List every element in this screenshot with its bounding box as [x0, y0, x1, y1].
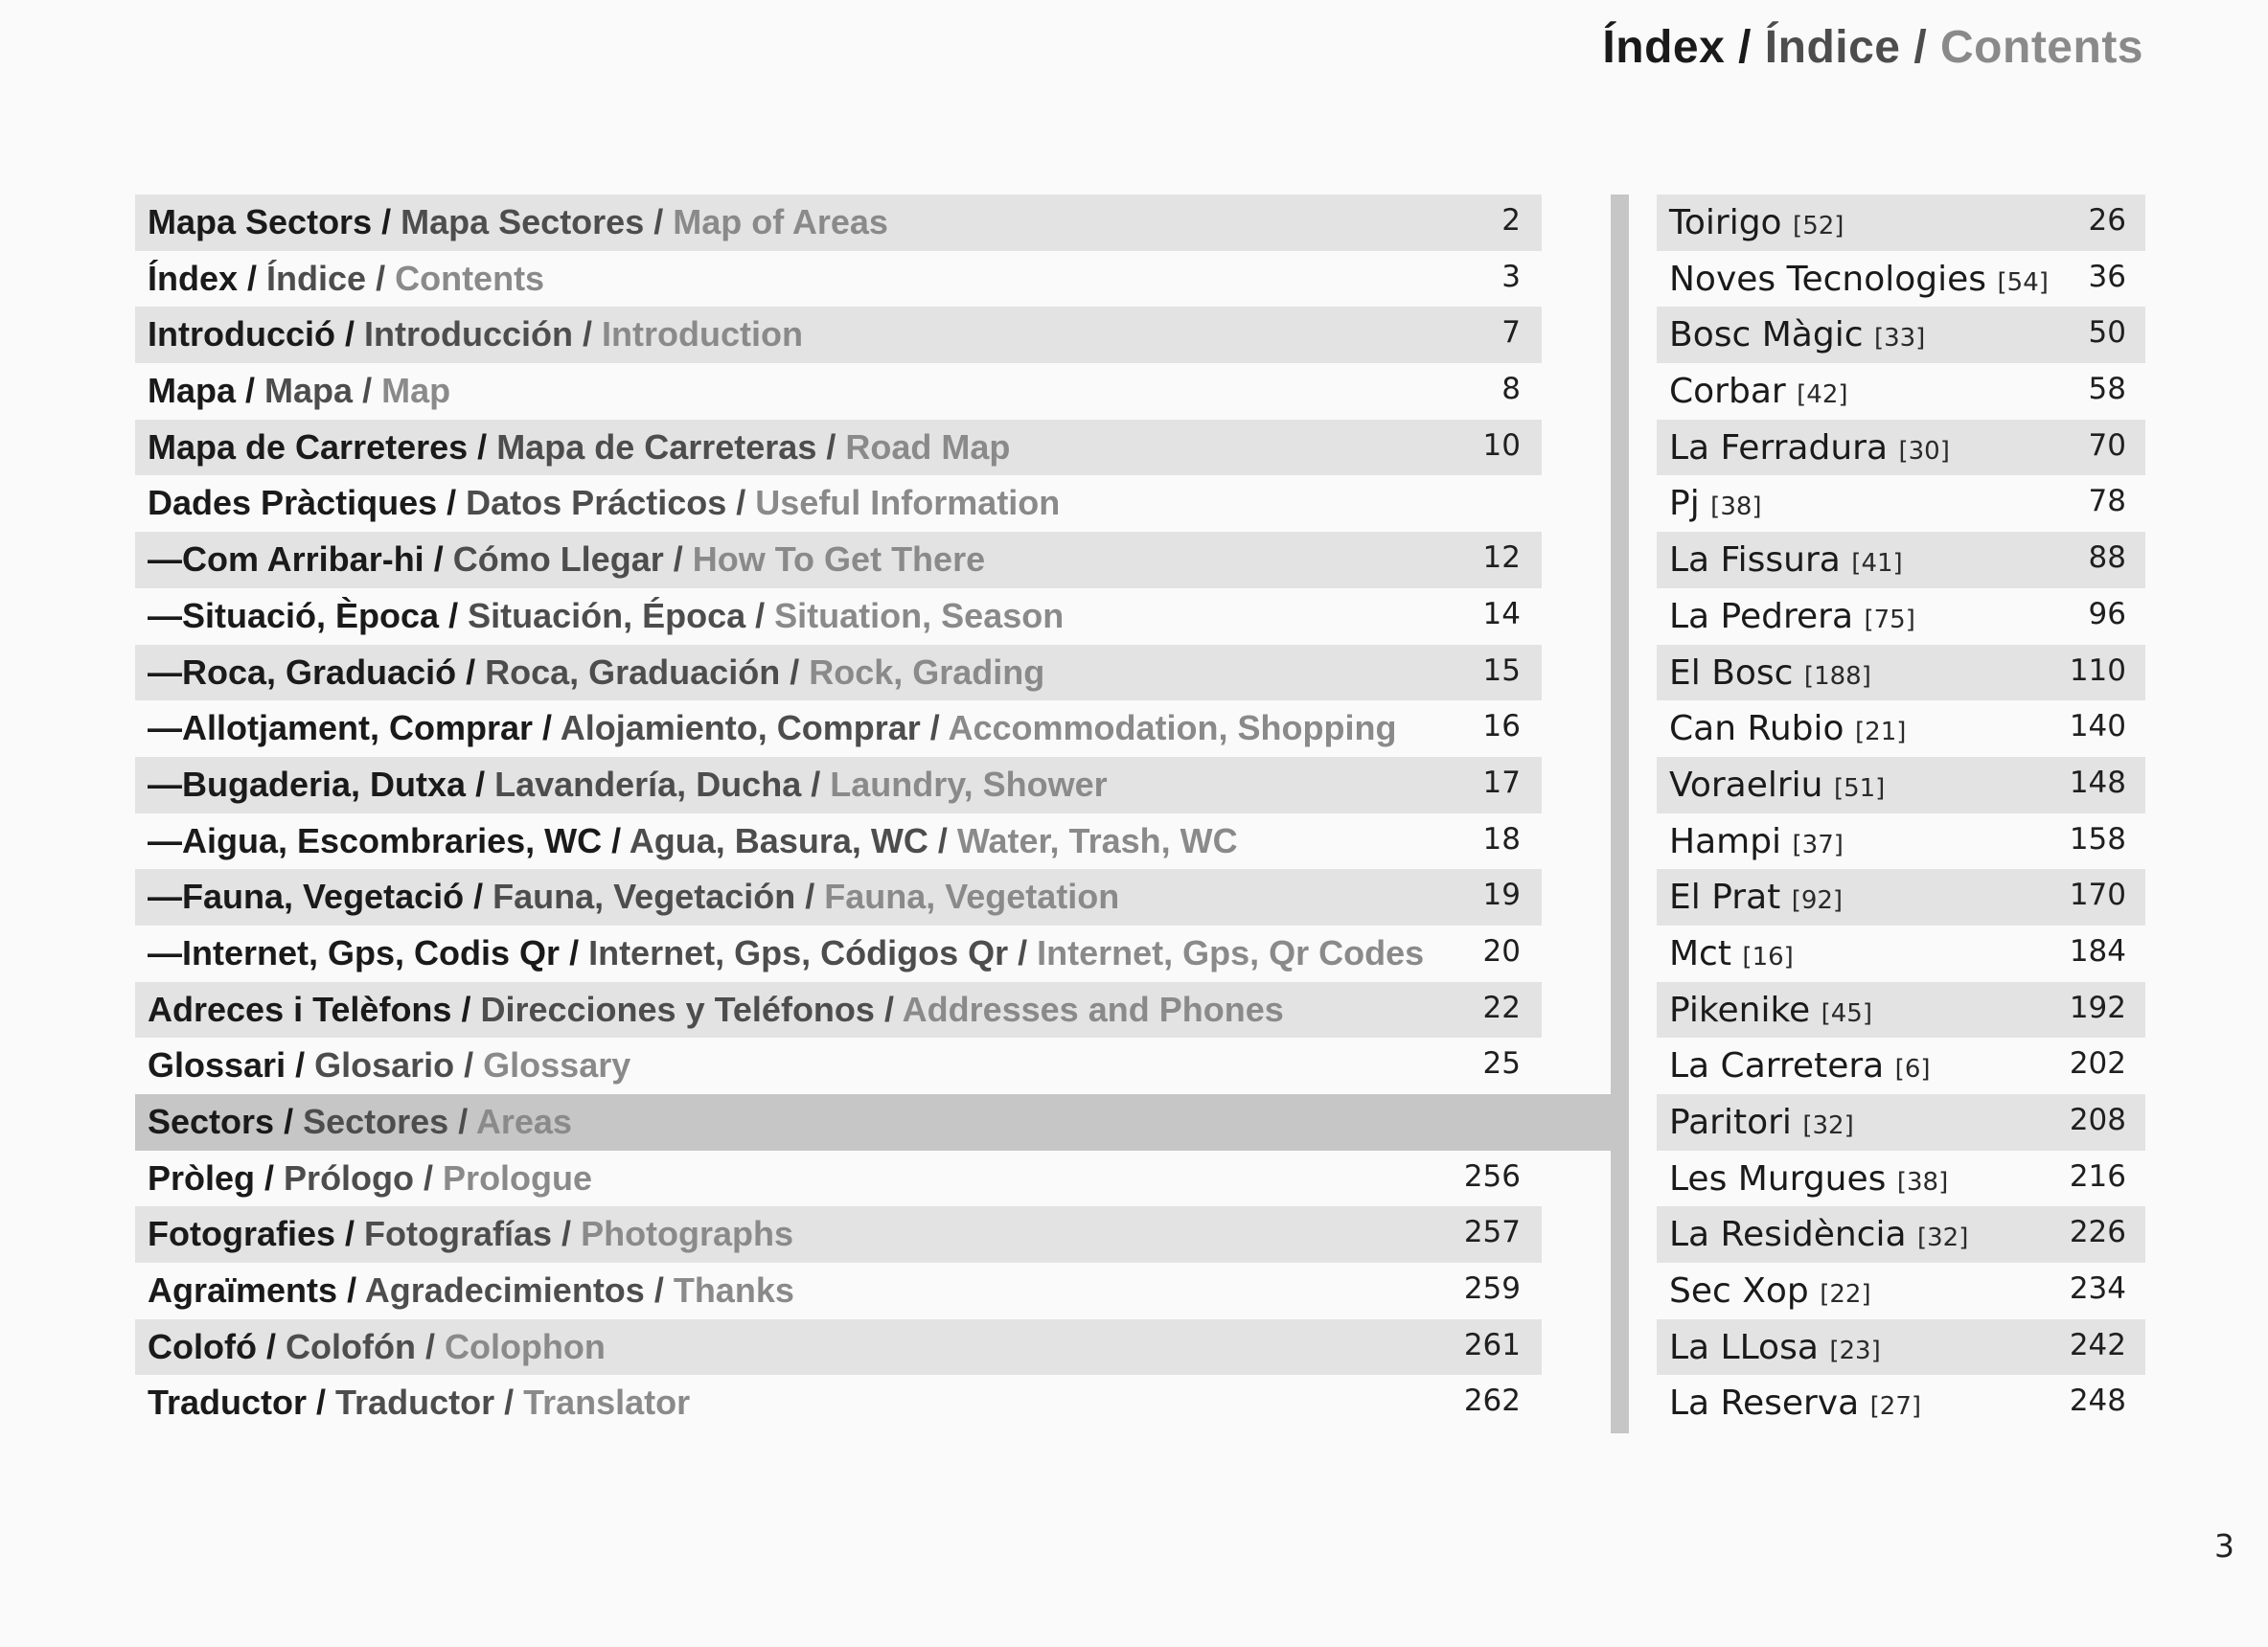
contents-entry [135, 363, 1542, 420]
entry-separator: / [414, 1157, 444, 1198]
sector-entry [1657, 1094, 2145, 1151]
contents-entry [135, 813, 1542, 870]
entry-catalan: Índex [148, 258, 239, 298]
entry-separator: / [451, 989, 481, 1029]
entry-separator: / [468, 426, 497, 467]
entry-catalan: Colofó [148, 1326, 257, 1366]
sector-entry [1657, 1319, 2145, 1376]
sector-page-number: 96 [2088, 596, 2126, 631]
entry-english: Colophon [444, 1326, 606, 1366]
entry-title [148, 821, 1238, 861]
sector-name [1669, 1384, 1921, 1423]
contents-entry [135, 251, 1542, 308]
sector-page-number: 216 [2069, 1158, 2126, 1194]
entry-title [148, 1045, 630, 1086]
sector-name [1669, 878, 1843, 917]
entry-separator: / [255, 1157, 285, 1198]
sector-entry [1657, 251, 2145, 308]
route-count: [54] [1997, 267, 2049, 297]
entry-english: Addresses and Phones [902, 989, 1284, 1029]
sector-entry [1657, 869, 2145, 926]
entry-english: Useful Information [755, 483, 1061, 523]
entry-english: How To Get There [692, 539, 986, 580]
entry-separator: / [454, 1045, 484, 1086]
sector-entry [1657, 645, 2145, 701]
sector-name [1669, 597, 1915, 636]
sector-entry [1657, 475, 2145, 532]
entry-spanish: Traductor [335, 1383, 495, 1423]
sector-name-text: El Prat [1669, 878, 1781, 918]
sector-name-text: La Reserva [1669, 1384, 1860, 1424]
route-count: [32] [1917, 1224, 1969, 1253]
entry-page-number: 25 [1482, 1046, 1521, 1082]
sector-name-text: Voraelriu [1669, 765, 1823, 805]
sector-page-number: 242 [2069, 1327, 2126, 1362]
entry-separator: / [602, 820, 630, 860]
sector-page-number: 140 [2069, 709, 2126, 744]
entry-english: Translator [523, 1383, 691, 1423]
contents-entry [135, 588, 1542, 645]
sector-name-text: Mct [1669, 933, 1731, 973]
entry-separator: / [928, 820, 957, 860]
entry-spanish: Fotografías [364, 1214, 553, 1254]
route-count: [27] [1869, 1392, 1922, 1422]
sector-page-number: 58 [2088, 372, 2126, 407]
sector-entry [1657, 1375, 2145, 1431]
route-count: [32] [1802, 1111, 1854, 1140]
sector-name-text: La Pedrera [1669, 596, 1854, 636]
entry-spanish: Fauna, Vegetación [493, 877, 796, 917]
entry-page-number: 10 [1482, 427, 1521, 463]
page-number: 3 [2214, 1527, 2234, 1565]
entry-page-number: 18 [1482, 821, 1521, 857]
sector-entry [1657, 1038, 2145, 1094]
route-count: [188] [1803, 661, 1871, 691]
entry-separator: / [236, 371, 265, 411]
entry-page-number: 17 [1482, 765, 1521, 800]
entry-separator: / [552, 1214, 582, 1254]
entry-spanish: Agradecimientos [364, 1270, 645, 1311]
entry-spanish: Sectores [303, 1102, 449, 1141]
sector-entry [1657, 982, 2145, 1039]
entry-title [148, 1383, 690, 1423]
entry-separator: / [573, 314, 603, 355]
entry-separator: / [372, 202, 401, 241]
sector-name-text: La Fissura [1669, 540, 1841, 581]
entry-separator: / [780, 652, 810, 692]
entry-separator: / [644, 1270, 674, 1311]
sector-entry [1657, 420, 2145, 476]
sector-name [1669, 428, 1950, 468]
sector-entry [1657, 757, 2145, 813]
route-count: [92] [1791, 886, 1844, 916]
contents-entry [135, 1206, 1542, 1263]
entry-separator: / [745, 595, 775, 635]
route-count: [22] [1820, 1280, 1871, 1310]
route-count: [42] [1797, 380, 1848, 410]
entry-separator: / [286, 1045, 315, 1086]
sector-entry [1657, 813, 2145, 870]
sector-entry [1657, 363, 2145, 420]
entry-page-number: 8 [1501, 372, 1521, 407]
entry-title [148, 1214, 793, 1254]
entry-catalan: —Allotjament, Comprar [148, 708, 534, 748]
sector-page-number: 226 [2069, 1215, 2126, 1250]
contents-entry [135, 475, 1542, 532]
entry-page-number: 15 [1482, 652, 1521, 688]
entry-catalan: —Bugaderia, Dutxa [148, 764, 467, 804]
entry-page-number: 20 [1482, 933, 1521, 969]
title-spanish: Índice [1764, 22, 1901, 73]
sector-name [1669, 203, 1844, 242]
sector-page-number: 36 [2088, 259, 2126, 294]
entry-separator: / [437, 483, 467, 523]
sector-name-text: Les Murgues [1669, 1158, 1887, 1199]
entry-english: Laundry, Shower [830, 764, 1108, 804]
entry-english: Glossary [483, 1045, 631, 1086]
contents-entry [135, 1038, 1542, 1094]
sector-name [1669, 934, 1794, 973]
route-count: [38] [1896, 1167, 1949, 1197]
route-count: [21] [1855, 718, 1907, 747]
contents-entry [135, 1094, 1613, 1151]
entry-separator: / [307, 1383, 336, 1423]
contents-entry [135, 307, 1542, 363]
sector-page-number: 208 [2069, 1103, 2126, 1137]
entry-spanish: Índice [266, 258, 367, 298]
entry-separator: / [560, 932, 589, 972]
sector-page-number: 184 [2069, 933, 2126, 969]
sector-name [1669, 766, 1885, 805]
sectors-list [1657, 194, 2145, 1431]
sector-name-text: La Residència [1669, 1215, 1907, 1255]
entry-separator: / [337, 1270, 365, 1311]
sector-name [1669, 540, 1903, 580]
sector-name [1669, 315, 1925, 355]
entry-page-number: 261 [1463, 1327, 1521, 1362]
entry-english: Thanks [673, 1270, 794, 1311]
entry-catalan: Mapa de Carreteres [148, 426, 469, 467]
entry-catalan: Mapa Sectors [148, 202, 373, 241]
entry-catalan: —Roca, Graduació [148, 652, 457, 692]
entry-english: Fauna, Vegetation [824, 877, 1120, 917]
entry-title [148, 765, 1108, 805]
sector-page-number: 248 [2069, 1384, 2126, 1419]
contents-list [135, 194, 1542, 1431]
sector-name-text: Toirigo [1669, 203, 1782, 242]
sector-page-number: 192 [2069, 990, 2126, 1025]
contents-entry [135, 926, 1542, 982]
entry-separator: / [456, 652, 486, 692]
entry-spanish: Mapa Sectores [401, 202, 645, 241]
route-count: [30] [1898, 436, 1950, 466]
title-separator: / [1900, 22, 1941, 73]
entry-catalan: Adreces i Telèfons [148, 989, 452, 1029]
entry-title [148, 539, 985, 580]
sector-name-text: Hampi [1669, 821, 1782, 861]
entry-catalan: Agraïments [148, 1270, 338, 1311]
entry-page-number: 19 [1482, 878, 1521, 913]
entry-spanish: Alojamiento, Comprar [560, 708, 921, 748]
sector-name-text: Can Rubio [1669, 709, 1844, 749]
entry-title [148, 1270, 794, 1311]
entry-separator: / [274, 1102, 304, 1141]
entry-spanish: Roca, Graduación [485, 652, 781, 692]
sector-name-text: Pikenike [1669, 990, 1811, 1030]
route-count: [75] [1864, 605, 1915, 634]
entry-spanish: Glosario [314, 1045, 455, 1086]
route-count: [33] [1873, 324, 1926, 354]
contents-entry [135, 1319, 1542, 1376]
entry-separator: / [448, 1102, 476, 1141]
entry-separator: / [1008, 932, 1038, 972]
route-count: [6] [1894, 1055, 1931, 1085]
sector-name [1669, 1271, 1871, 1311]
sector-name [1669, 653, 1871, 693]
entry-page-number: 257 [1463, 1215, 1521, 1250]
sector-page-number: 26 [2088, 203, 2126, 238]
sector-name [1669, 372, 1848, 411]
sector-name-text: La Carretera [1669, 1046, 1885, 1087]
sector-name-text: Sec Xop [1669, 1271, 1809, 1312]
entry-separator: / [801, 764, 831, 804]
entry-page-number: 16 [1482, 709, 1521, 744]
sector-name [1669, 822, 1844, 861]
entry-separator: / [920, 708, 949, 748]
entry-catalan: Fotografies [148, 1214, 336, 1254]
contents-entry [135, 645, 1542, 701]
contents-entry [135, 757, 1542, 813]
sector-name-text: Bosc Màgic [1669, 315, 1864, 355]
entry-title [148, 1102, 572, 1142]
entry-english: Map [381, 371, 451, 411]
entry-page-number: 3 [1501, 259, 1521, 294]
entry-catalan: —Situació, Època [148, 595, 440, 635]
entry-catalan: Introducció [148, 314, 335, 355]
title-separator: / [1725, 22, 1765, 73]
sector-entry [1657, 926, 2145, 982]
contents-entry [135, 194, 1542, 251]
sector-name-text: Noves Tecnologies [1669, 259, 1987, 299]
entry-title [148, 652, 1044, 693]
entry-spanish: Mapa [264, 371, 354, 411]
entry-catalan: —Aigua, Escombraries, WC [148, 820, 603, 860]
route-count: [41] [1851, 549, 1903, 579]
contents-entry [135, 869, 1542, 926]
entry-page-number: 259 [1463, 1271, 1521, 1307]
sector-entry [1657, 1206, 2145, 1263]
contents-entry [135, 1375, 1542, 1431]
sector-name [1669, 1046, 1931, 1086]
entry-separator: / [494, 1383, 524, 1423]
entry-english: Accommodation, Shopping [948, 708, 1397, 748]
entry-english: Prologue [443, 1157, 593, 1198]
entry-page-number: 2 [1501, 203, 1521, 238]
sector-page-number: 88 [2088, 540, 2126, 576]
route-count: [16] [1742, 942, 1794, 972]
sector-page-number: 70 [2088, 427, 2126, 463]
entry-page-number: 262 [1463, 1384, 1521, 1419]
entry-title [148, 259, 544, 299]
entry-separator: / [238, 258, 267, 298]
entry-separator: / [644, 202, 674, 241]
entry-separator: / [424, 539, 453, 580]
entry-english: Map of Areas [673, 202, 888, 241]
sector-entry [1657, 1263, 2145, 1319]
entry-english: Photographs [581, 1214, 794, 1254]
sector-page-number: 170 [2069, 878, 2126, 913]
sector-page-number: 148 [2069, 765, 2126, 800]
entry-spanish: Agua, Basura, WC [629, 820, 928, 860]
entry-spanish: Lavandería, Ducha [494, 764, 802, 804]
entry-title [148, 427, 1010, 468]
entry-title [148, 1327, 606, 1367]
sector-name-text: Corbar [1669, 372, 1786, 412]
entry-page-number: 22 [1482, 990, 1521, 1025]
title-english: Contents [1940, 22, 2143, 73]
entry-title [148, 596, 1064, 636]
entry-spanish: Cómo Llegar [452, 539, 664, 580]
entry-separator: / [353, 371, 382, 411]
sector-page-number: 110 [2069, 652, 2126, 688]
sector-name [1669, 260, 2049, 299]
divider-bar [1611, 194, 1629, 1433]
entry-catalan: —Internet, Gps, Codis Qr [148, 932, 561, 972]
sector-name [1669, 1328, 1881, 1367]
entry-spanish: Direcciones y Teléfonos [480, 989, 875, 1029]
entry-separator: / [795, 877, 825, 917]
sector-entry [1657, 194, 2145, 251]
sector-entry [1657, 588, 2145, 645]
entry-page-number: 256 [1463, 1158, 1521, 1194]
entry-page-number: 7 [1501, 315, 1521, 351]
entry-catalan: —Com Arribar-hi [148, 539, 424, 580]
entry-title [148, 202, 888, 242]
entry-english: Water, Trash, WC [956, 820, 1238, 860]
sector-entry [1657, 1151, 2145, 1207]
sector-name-text: La LLosa [1669, 1327, 1819, 1367]
entry-separator: / [464, 877, 493, 917]
sector-name-text: Pj [1669, 484, 1700, 524]
sector-entry [1657, 532, 2145, 588]
contents-entry [135, 1151, 1542, 1207]
sector-name [1669, 484, 1762, 523]
entry-title [148, 933, 1424, 973]
contents-entry [135, 1263, 1542, 1319]
entry-spanish: Datos Prácticos [466, 483, 727, 523]
entry-spanish: Prólogo [284, 1157, 415, 1198]
sector-name-text: La Ferradura [1669, 427, 1889, 468]
sector-page-number: 158 [2069, 821, 2126, 857]
contents-entry [135, 420, 1542, 476]
page-title [1602, 21, 2143, 74]
entry-title [148, 371, 450, 411]
route-count: [38] [1710, 492, 1762, 522]
entry-english: Internet, Gps, Qr Codes [1037, 932, 1425, 972]
route-count: [23] [1829, 1336, 1881, 1365]
entry-catalan: —Fauna, Vegetació [148, 877, 465, 917]
route-count: [37] [1792, 830, 1844, 859]
entry-separator: / [466, 764, 495, 804]
sector-name-text: Paritori [1669, 1103, 1792, 1142]
contents-entry [135, 982, 1542, 1039]
entry-page-number: 12 [1482, 540, 1521, 576]
entry-title [148, 877, 1119, 917]
route-count: [51] [1833, 773, 1886, 803]
entry-catalan: Glossari [148, 1045, 286, 1086]
entry-spanish: Mapa de Carreteras [496, 426, 817, 467]
sector-name [1669, 709, 1906, 748]
sector-name [1669, 1103, 1854, 1142]
entry-separator: / [415, 1326, 445, 1366]
route-count: [52] [1793, 212, 1844, 240]
route-count: [45] [1821, 998, 1872, 1028]
entry-title [148, 314, 803, 355]
entry-separator: / [366, 258, 396, 298]
entry-catalan: Sectors [148, 1102, 275, 1141]
sector-name [1669, 1159, 1948, 1199]
entry-title [148, 990, 1284, 1030]
entry-separator: / [439, 595, 469, 635]
sector-name [1669, 1215, 1968, 1254]
entry-page-number: 14 [1482, 596, 1521, 631]
entry-separator: / [335, 1214, 365, 1254]
title-catalan: Índex [1602, 22, 1726, 73]
contents-entry [135, 700, 1542, 757]
entry-spanish: Colofón [285, 1326, 416, 1366]
entry-separator: / [335, 314, 365, 355]
sector-name [1669, 991, 1872, 1030]
entry-separator: / [663, 539, 693, 580]
entry-catalan: Mapa [148, 371, 237, 411]
entry-english: Contents [395, 258, 545, 298]
entry-catalan: Dades Pràctiques [148, 483, 438, 523]
sector-page-number: 50 [2088, 315, 2126, 351]
entry-title [148, 708, 1396, 748]
sector-entry [1657, 307, 2145, 363]
entry-english: Introduction [602, 314, 803, 355]
entry-title [148, 1158, 592, 1199]
sector-entry [1657, 700, 2145, 757]
sector-name-text: El Bosc [1669, 652, 1794, 693]
entry-separator: / [533, 708, 561, 748]
entry-spanish: Situación, Época [468, 595, 746, 635]
entry-separator: / [726, 483, 756, 523]
sector-page-number: 234 [2069, 1271, 2126, 1307]
sector-page-number: 202 [2069, 1046, 2126, 1082]
entry-spanish: Internet, Gps, Códigos Qr [588, 932, 1009, 972]
entry-catalan: Pròleg [148, 1157, 256, 1198]
entry-english: Areas [475, 1102, 572, 1141]
entry-separator: / [256, 1326, 286, 1366]
entry-separator: / [816, 426, 846, 467]
entry-english: Situation, Season [774, 595, 1065, 635]
sector-page-number: 78 [2088, 484, 2126, 519]
entry-catalan: Traductor [148, 1383, 308, 1423]
entry-english: Road Map [845, 426, 1011, 467]
contents-entry [135, 532, 1542, 588]
entry-title [148, 483, 1060, 523]
entry-english: Rock, Grading [809, 652, 1045, 692]
entry-spanish: Introducción [364, 314, 574, 355]
entry-separator: / [874, 989, 903, 1029]
